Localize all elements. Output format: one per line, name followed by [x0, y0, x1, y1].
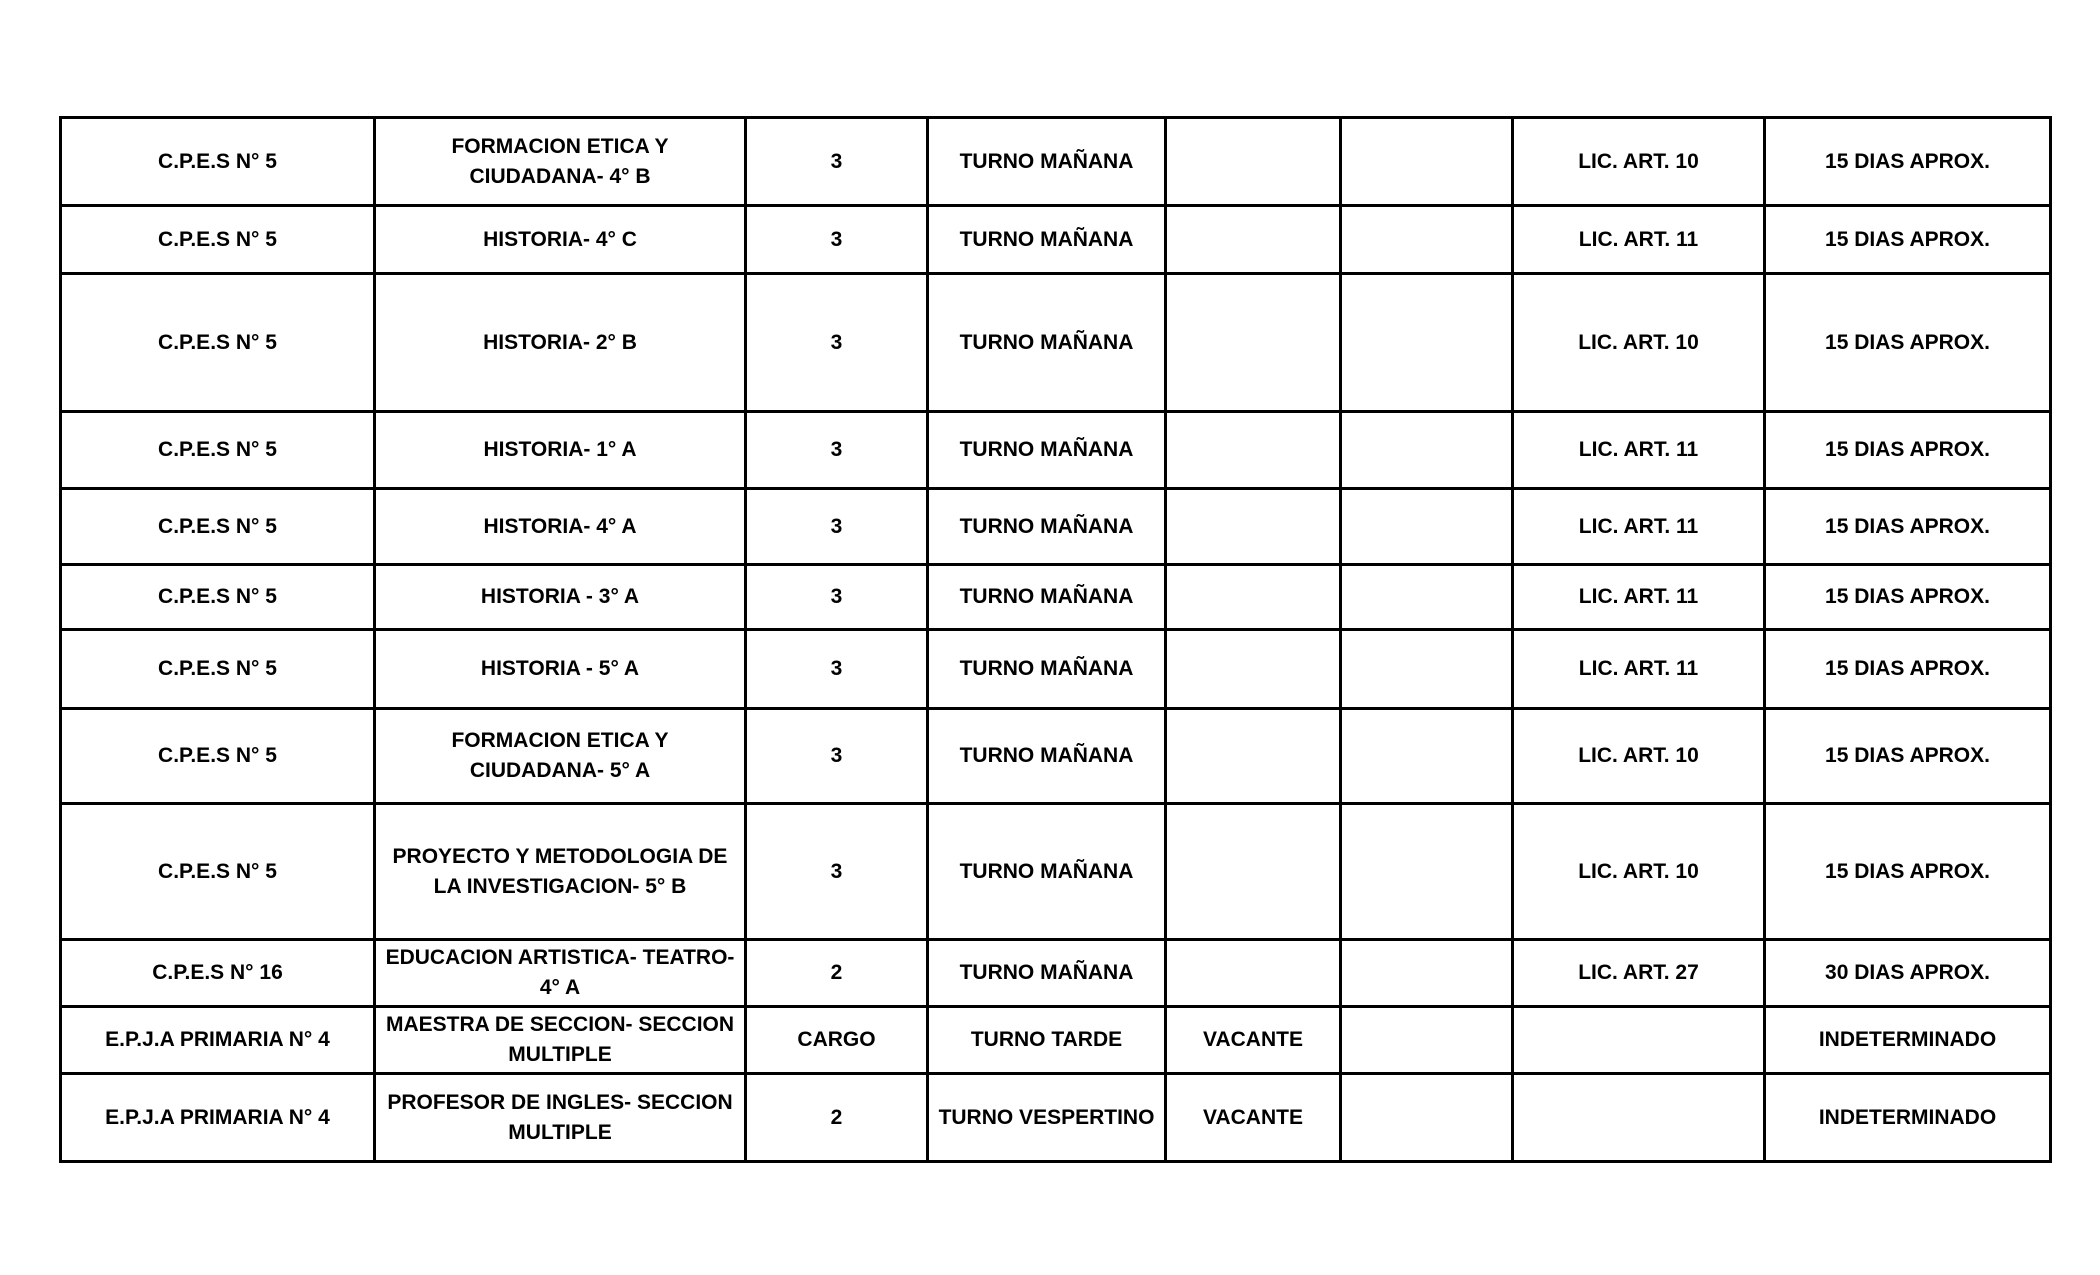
duration-cell: INDETERMINADO: [1765, 1007, 2051, 1074]
shift-cell: TURNO MAÑANA: [928, 940, 1166, 1007]
license-cell: [1513, 1074, 1765, 1162]
extra-cell: [1341, 630, 1513, 709]
subject-cell: HISTORIA- 4° C: [375, 206, 746, 274]
vacancies-table: [59, 116, 2052, 1163]
hours-cell: 2: [746, 940, 928, 1007]
hours-cell: 3: [746, 489, 928, 565]
duration-cell: INDETERMINADO: [1765, 1074, 2051, 1162]
table-row: [61, 709, 2051, 804]
duration-cell: 30 DIAS APROX.: [1765, 940, 2051, 1007]
table-row: [61, 1074, 2051, 1162]
duration-cell: 15 DIAS APROX.: [1765, 412, 2051, 489]
extra-cell: [1341, 206, 1513, 274]
shift-cell: TURNO VESPERTINO: [928, 1074, 1166, 1162]
subject-cell: PROYECTO Y METODOLOGIA DE LA INVESTIGACION- 5° B: [375, 804, 746, 940]
duration-cell: 15 DIAS APROX.: [1765, 565, 2051, 630]
shift-cell: TURNO MAÑANA: [928, 804, 1166, 940]
status-cell: [1166, 206, 1341, 274]
status-cell: [1166, 565, 1341, 630]
table-row: [61, 804, 2051, 940]
status-cell: [1166, 940, 1341, 1007]
school-cell: C.P.E.S N° 5: [61, 489, 375, 565]
extra-cell: [1341, 804, 1513, 940]
hours-cell: 3: [746, 630, 928, 709]
status-cell: [1166, 489, 1341, 565]
hours-cell: 3: [746, 804, 928, 940]
shift-cell: TURNO MAÑANA: [928, 118, 1166, 206]
shift-cell: TURNO MAÑANA: [928, 206, 1166, 274]
hours-cell: 3: [746, 709, 928, 804]
license-cell: LIC. ART. 10: [1513, 804, 1765, 940]
license-cell: LIC. ART. 27: [1513, 940, 1765, 1007]
school-cell: C.P.E.S N° 5: [61, 118, 375, 206]
license-cell: LIC. ART. 11: [1513, 630, 1765, 709]
school-cell: E.P.J.A PRIMARIA N° 4: [61, 1007, 375, 1074]
table-row: [61, 412, 2051, 489]
status-cell: [1166, 412, 1341, 489]
subject-cell: HISTORIA- 4° A: [375, 489, 746, 565]
extra-cell: [1341, 1007, 1513, 1074]
school-cell: C.P.E.S N° 5: [61, 274, 375, 412]
duration-cell: 15 DIAS APROX.: [1765, 804, 2051, 940]
subject-cell: HISTORIA- 1° A: [375, 412, 746, 489]
table-row: [61, 1007, 2051, 1074]
status-cell: [1166, 118, 1341, 206]
extra-cell: [1341, 709, 1513, 804]
subject-cell: PROFESOR DE INGLES- SECCION MULTIPLE: [375, 1074, 746, 1162]
table-row: [61, 940, 2051, 1007]
hours-cell: 2: [746, 1074, 928, 1162]
school-cell: C.P.E.S N° 5: [61, 206, 375, 274]
subject-cell: MAESTRA DE SECCION- SECCION MULTIPLE: [375, 1007, 746, 1074]
subject-cell: HISTORIA- 2° B: [375, 274, 746, 412]
hours-cell: 3: [746, 565, 928, 630]
extra-cell: [1341, 1074, 1513, 1162]
hours-cell: 3: [746, 412, 928, 489]
duration-cell: 15 DIAS APROX.: [1765, 118, 2051, 206]
school-cell: C.P.E.S N° 5: [61, 565, 375, 630]
status-cell: [1166, 804, 1341, 940]
hours-cell: CARGO: [746, 1007, 928, 1074]
duration-cell: 15 DIAS APROX.: [1765, 274, 2051, 412]
school-cell: C.P.E.S N° 16: [61, 940, 375, 1007]
shift-cell: TURNO MAÑANA: [928, 709, 1166, 804]
license-cell: LIC. ART. 11: [1513, 489, 1765, 565]
table-row: [61, 274, 2051, 412]
school-cell: C.P.E.S N° 5: [61, 412, 375, 489]
subject-cell: FORMACION ETICA Y CIUDADANA- 4° B: [375, 118, 746, 206]
table-row: [61, 206, 2051, 274]
extra-cell: [1341, 274, 1513, 412]
extra-cell: [1341, 412, 1513, 489]
duration-cell: 15 DIAS APROX.: [1765, 630, 2051, 709]
shift-cell: TURNO MAÑANA: [928, 489, 1166, 565]
shift-cell: TURNO TARDE: [928, 1007, 1166, 1074]
school-cell: E.P.J.A PRIMARIA N° 4: [61, 1074, 375, 1162]
subject-cell: EDUCACION ARTISTICA- TEATRO- 4° A: [375, 940, 746, 1007]
shift-cell: TURNO MAÑANA: [928, 630, 1166, 709]
subject-cell: HISTORIA - 3° A: [375, 565, 746, 630]
license-cell: LIC. ART. 11: [1513, 412, 1765, 489]
table-row: [61, 489, 2051, 565]
shift-cell: TURNO MAÑANA: [928, 412, 1166, 489]
status-cell: [1166, 630, 1341, 709]
shift-cell: TURNO MAÑANA: [928, 565, 1166, 630]
table-row: [61, 118, 2051, 206]
table-body: [61, 118, 2051, 1162]
subject-cell: HISTORIA - 5° A: [375, 630, 746, 709]
table-row: [61, 630, 2051, 709]
shift-cell: TURNO MAÑANA: [928, 274, 1166, 412]
status-cell: [1166, 274, 1341, 412]
license-cell: LIC. ART. 11: [1513, 206, 1765, 274]
duration-cell: 15 DIAS APROX.: [1765, 489, 2051, 565]
hours-cell: 3: [746, 118, 928, 206]
school-cell: C.P.E.S N° 5: [61, 709, 375, 804]
license-cell: [1513, 1007, 1765, 1074]
extra-cell: [1341, 565, 1513, 630]
license-cell: LIC. ART. 10: [1513, 709, 1765, 804]
license-cell: LIC. ART. 10: [1513, 274, 1765, 412]
subject-cell: FORMACION ETICA Y CIUDADANA- 5° A: [375, 709, 746, 804]
hours-cell: 3: [746, 274, 928, 412]
status-cell: VACANTE: [1166, 1074, 1341, 1162]
hours-cell: 3: [746, 206, 928, 274]
status-cell: VACANTE: [1166, 1007, 1341, 1074]
duration-cell: 15 DIAS APROX.: [1765, 206, 2051, 274]
extra-cell: [1341, 489, 1513, 565]
license-cell: LIC. ART. 10: [1513, 118, 1765, 206]
spreadsheet-page: [59, 116, 2049, 1163]
school-cell: C.P.E.S N° 5: [61, 630, 375, 709]
status-cell: [1166, 709, 1341, 804]
extra-cell: [1341, 118, 1513, 206]
license-cell: LIC. ART. 11: [1513, 565, 1765, 630]
extra-cell: [1341, 940, 1513, 1007]
table-row: [61, 565, 2051, 630]
duration-cell: 15 DIAS APROX.: [1765, 709, 2051, 804]
school-cell: C.P.E.S N° 5: [61, 804, 375, 940]
